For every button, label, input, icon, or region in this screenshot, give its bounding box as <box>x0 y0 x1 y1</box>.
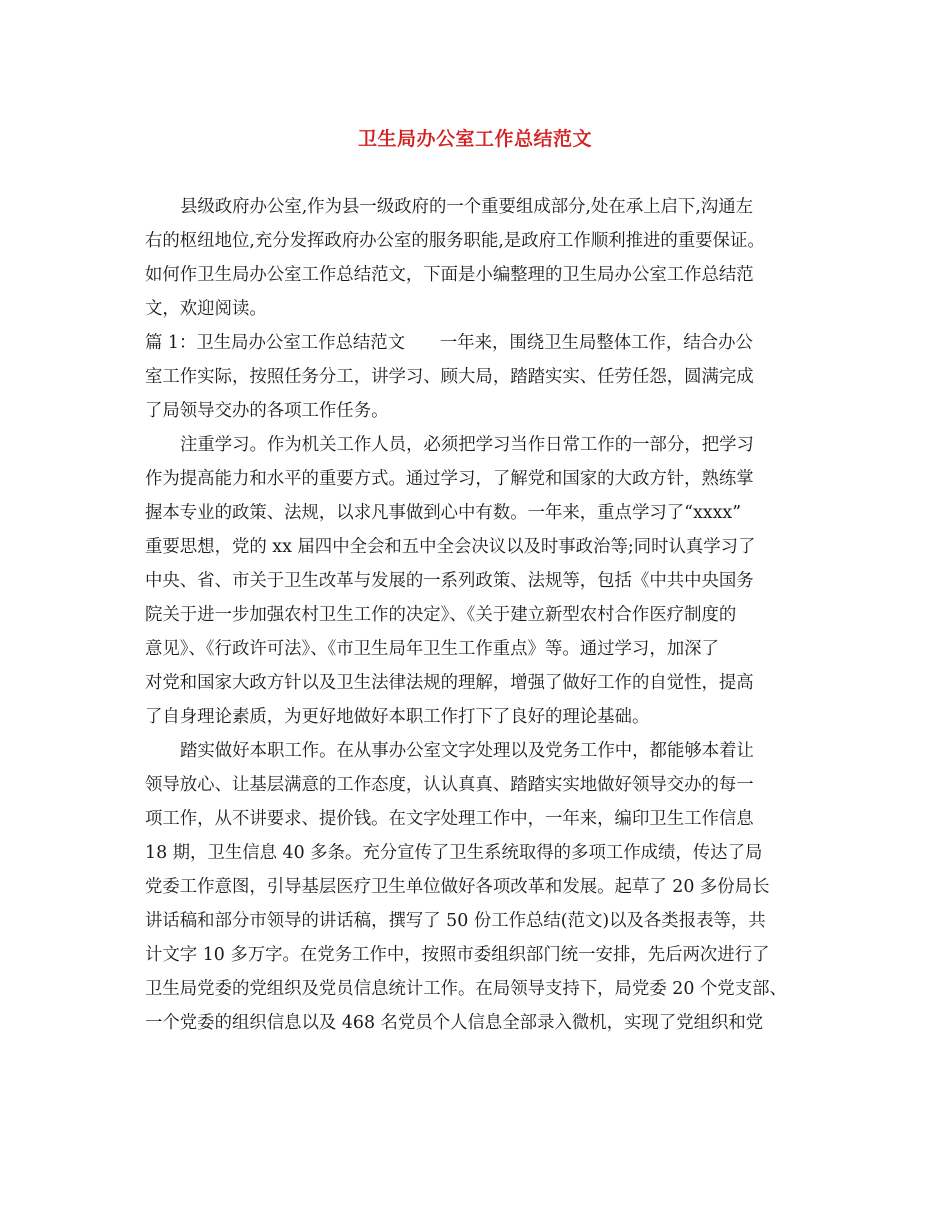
text-line: 篇 1：卫生局办公室工作总结范文 一年来，围绕卫生局整体工作，结合办公 <box>145 333 753 353</box>
text-line: 意见》、《行政许可法》、《市卫生局年卫生工作重点》等。通过学习，加深了 <box>145 639 719 659</box>
document-body <box>145 190 825 1040</box>
text-line: 计文字 10 多万字。在党务工作中，按照市委组织部门统一安排，先后两次进行了 <box>145 945 770 965</box>
text-line: 讲话稿和部分市领导的讲话稿，撰写了 50 份工作总结(范文)以及各类报表等，共 <box>145 911 766 931</box>
text-line: 踏实做好本职工作。在从事办公室文字处理以及党务工作中，都能够本着让 <box>180 741 754 761</box>
document-title: 卫生局办公室工作总结范文 <box>357 128 592 150</box>
text-line: 领导放心、让基层满意的工作态度，认认真真、踏踏实实地做好领导交办的每一 <box>145 775 754 795</box>
text-line: 县级政府办公室,作为县一级政府的一个重要组成部分,处在承上启下,沟通左 <box>180 197 754 217</box>
text-line: 院关于进一步加强农村卫生工作的决定》、《关于建立新型农村合作医疗制度的 <box>145 605 737 625</box>
text-line: 重要思想，党的 xx 届四中全会和五中全会决议以及时事政治等;同时认真学习了 <box>145 537 756 557</box>
text-line: 握本专业的政策、法规，以求凡事做到心中有数。一年来，重点学习了“xxxx” <box>145 503 742 523</box>
text-line: 文，欢迎阅读。 <box>145 299 267 319</box>
text-line: 卫生局党委的党组织及党员信息统计工作。在局领导支持下，局党委 20 个党支部、 <box>145 979 787 999</box>
text-line: 如何作卫生局办公室工作总结范文，下面是小编整理的卫生局办公室工作总结范 <box>145 265 754 285</box>
text-line: 了自身理论素质，为更好地做好本职工作打下了良好的理论基础。 <box>145 707 650 727</box>
text-line: 项工作，从不讲要求、提价钱。在文字处理工作中，一年来，编印卫生工作信息 <box>145 809 754 829</box>
text-line: 对党和国家大政方针以及卫生法律法规的理解，增强了做好工作的自觉性，提高 <box>145 673 754 693</box>
text-line: 室工作实际，按照任务分工，讲学习、顾大局，踏踏实实、任劳任怨，圆满完成 <box>145 367 754 387</box>
text-line: 作为提高能力和水平的重要方式。通过学习，了解党和国家的大政方针，熟练掌 <box>145 469 754 489</box>
text-line: 一个党委的组织信息以及 468 名党员个人信息全部录入微机，实现了党组织和党 <box>145 1013 764 1033</box>
text-line: 了局领导交办的各项工作任务。 <box>145 401 389 421</box>
text-line: 中央、省、市关于卫生改革与发展的一系列政策、法规等，包括《中共中央国务 <box>145 571 754 591</box>
text-line: 右的枢纽地位,充分发挥政府办公室的服务职能,是政府工作顺利推进的重要保证。 <box>145 231 765 251</box>
text-line: 党委工作意图，引导基层医疗卫生单位做好各项改革和发展。起草了 20 多份局长 <box>145 877 770 897</box>
text-line: 注重学习。作为机关工作人员，必须把学习当作日常工作的一部分，把学习 <box>180 435 754 455</box>
text-line: 18 期，卫生信息 40 多条。充分宣传了卫生系统取得的多项工作成绩，传达了局 <box>145 843 763 863</box>
